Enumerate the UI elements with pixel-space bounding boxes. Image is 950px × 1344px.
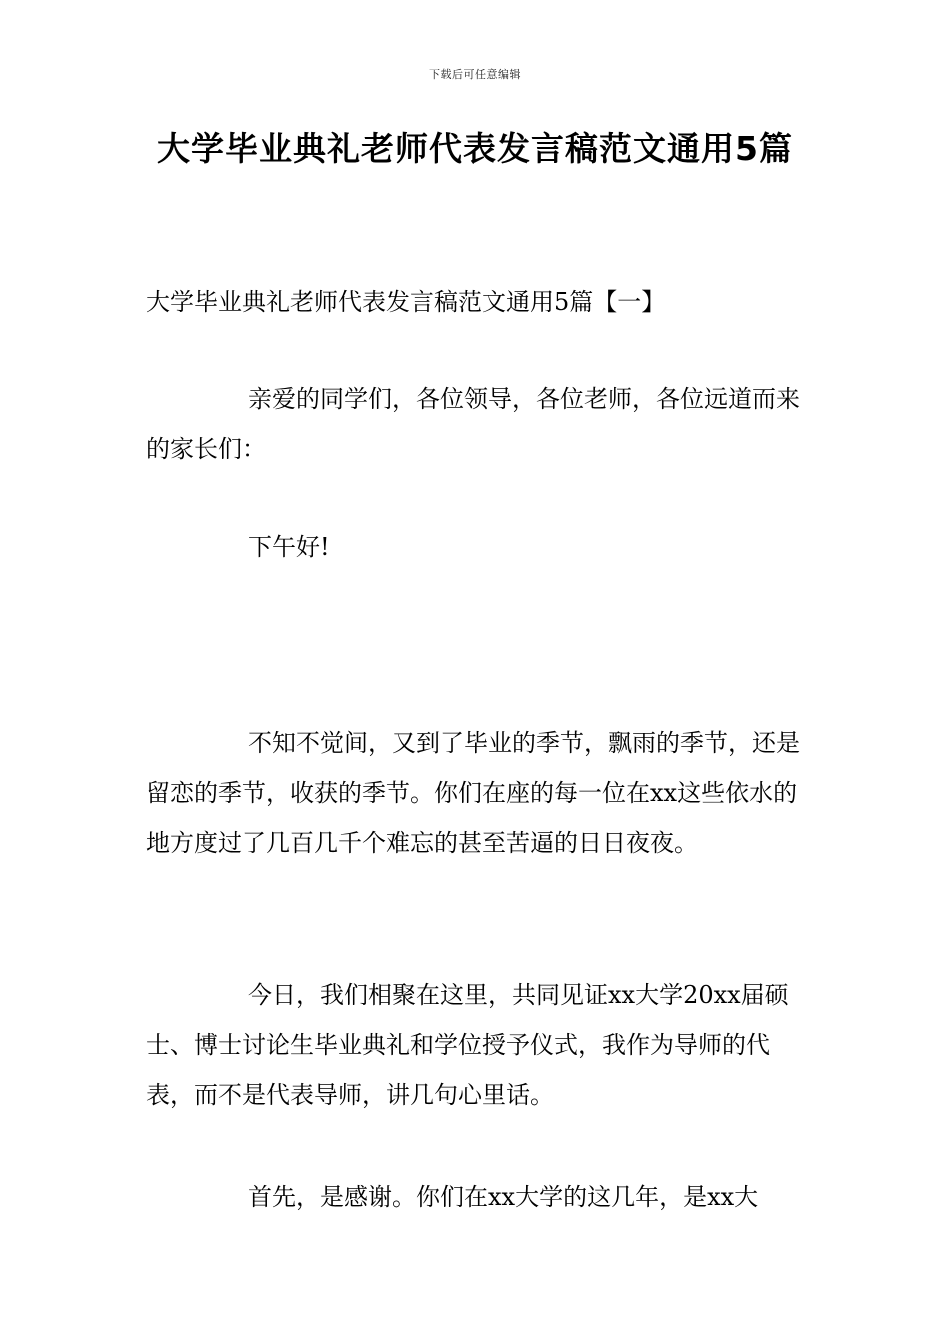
paragraph-good-afternoon: 下午好! xyxy=(248,533,330,561)
paragraph-ceremony: 今日，我们相聚在这里，共同见证xx大学20xx届硕士、博士讨论生毕业典礼和学位授予仪式，我作为导师的代表，而不是代表导师，讲几句心里话。 xyxy=(146,981,789,1109)
document-title: 大学毕业典礼老师代表发言稿范文通用5篇 xyxy=(157,129,793,168)
paragraph-greeting: 亲爱的同学们，各位领导，各位老师，各位远道而来的家长们： xyxy=(146,385,800,463)
paragraph-thanks: 首先，是感谢。你们在xx大学的这几年，是xx大 xyxy=(248,1183,759,1211)
header-note: 下载后可任意编辑 xyxy=(429,68,521,81)
paragraph-graduation-season: 不知不觉间，又到了毕业的季节，飘雨的季节，还是留恋的季节，收获的季节。你们在座的每一位在xx这些依水的地方度过了几百几千个难忘的甚至苦逼的日日夜夜。 xyxy=(146,729,800,857)
section-heading: 大学毕业典礼老师代表发言稿范文通用5篇【一】 xyxy=(146,288,666,316)
